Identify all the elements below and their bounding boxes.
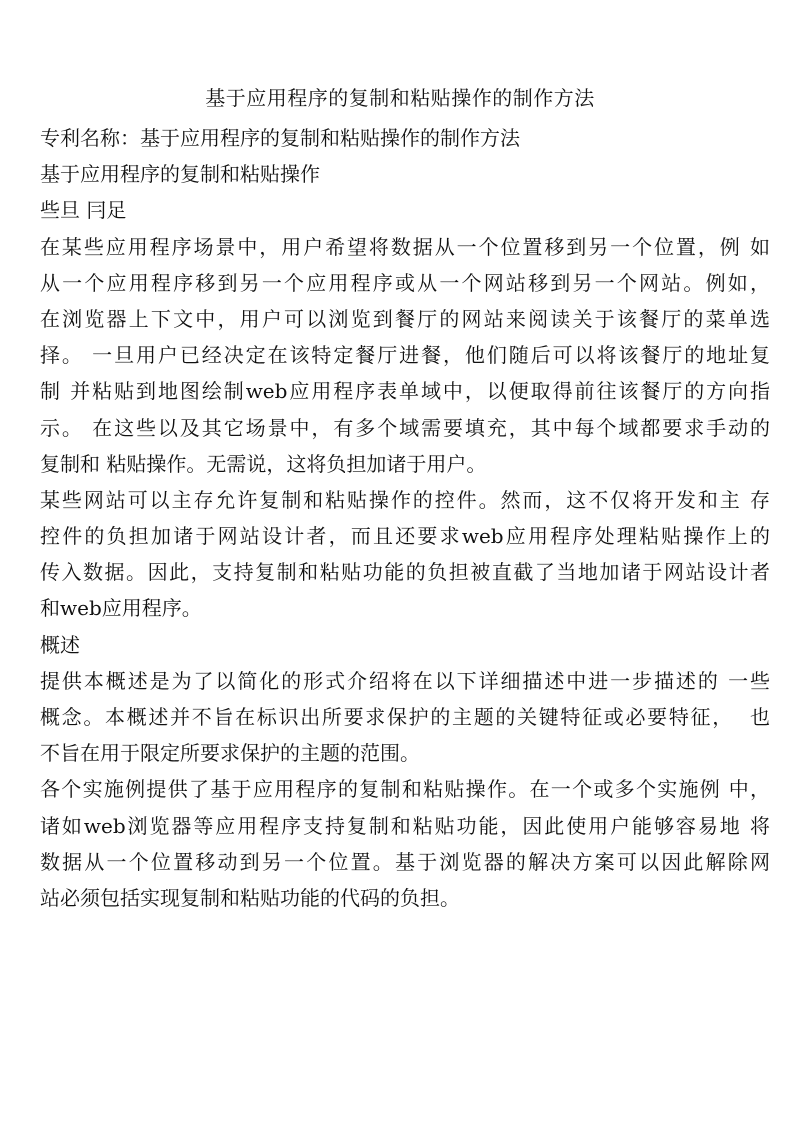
body-line: 制 并粘贴到地图绘制web应用程序表单域中，以便取得前往该餐厅的方向指 — [40, 379, 770, 404]
body-line: 在浏览器上下文中，用户可以浏览到餐厅的网站来阅读关于该餐厅的菜单选 — [40, 306, 770, 331]
body-line: 不旨在用于限定所要求保护的主题的范围。 — [40, 741, 420, 766]
body-line: 示。 在这些以及其它场景中，有多个域需要填充，其中每个域都要求手动的 — [40, 415, 770, 440]
body-line: 在某些应用程序场景中，用户希望将数据从一个位置移到另一个位置，例 如 — [40, 234, 770, 259]
body-line: 和web应用程序。 — [40, 596, 202, 621]
body-line: 站必须包括实现复制和粘贴功能的代码的负担。 — [40, 885, 460, 910]
body-line: 概念。本概述并不旨在标识出所要求保护的主题的关键特征或必要特征， 也 — [40, 705, 770, 729]
body-line: 从一个应用程序移到另一个应用程序或从一个网站移到另一个网站。例如， — [40, 270, 770, 295]
body-line: 择。 一旦用户已经决定在该特定餐厅进餐，他们随后可以将该餐厅的地址复 — [40, 343, 770, 368]
body-line: 基于应用程序的复制和粘贴操作 — [40, 162, 320, 187]
body-line: 些旦 冃足 — [40, 198, 127, 223]
body-line: 控件的负担加诸于网站设计者，而且还要求web应用程序处理粘贴操作上的 — [40, 524, 770, 549]
body-line: 各个实施例提供了基于应用程序的复制和粘贴操作。在一个或多个实施例 中， — [40, 777, 770, 802]
body-line: 传入数据。因此，支持复制和粘贴功能的负担被直截了当地加诸于网站设计者 — [40, 560, 770, 585]
body-line: 数据从一个位置移动到另一个位置。基于浏览器的解决方案可以因此解除网 — [40, 849, 770, 874]
document-body — [40, 120, 770, 916]
body-line: 复制和 粘贴操作。无需说，这将负担加诸于用户。 — [40, 451, 487, 476]
body-line: 提供本概述是为了以简化的形式介绍将在以下详细描述中进一步描述的 一些 — [40, 668, 770, 693]
body-line: 专利名称：基于应用程序的复制和粘贴操作的制作方法 — [40, 126, 520, 150]
body-line: 概述 — [40, 632, 80, 657]
document-title: 基于应用程序的复制和粘贴操作的制作方法 — [205, 86, 595, 110]
body-line: 某些网站可以主存允许复制和粘贴操作的控件。然而，这不仅将开发和主 存 — [40, 487, 770, 512]
body-line: 诸如web浏览器等应用程序支持复制和粘贴功能，因此使用户能够容易地 将 — [40, 813, 770, 838]
